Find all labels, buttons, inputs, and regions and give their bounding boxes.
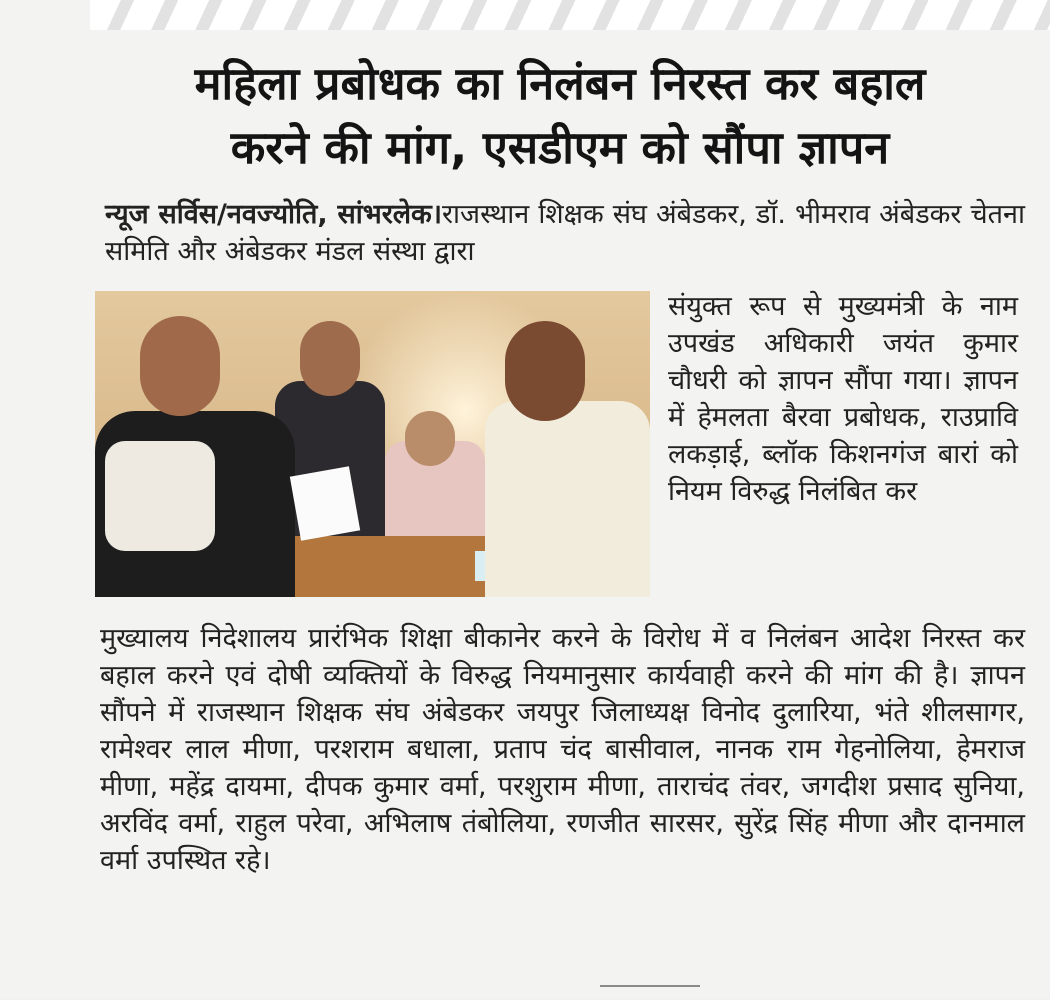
photo-person-1-arm: [105, 441, 215, 551]
intro-paragraph: [105, 196, 1025, 270]
headline-line-1: महिला प्रबोधक का निलंबन निरस्त कर बहाल: [194, 57, 926, 110]
photo-person-1-head: [140, 316, 220, 416]
photo-person-4: [485, 401, 650, 597]
photo-person-4-head: [505, 321, 585, 421]
news-photo: [95, 291, 650, 597]
side-column-text: संयुक्त रूप से मुख्यमंत्री के नाम उपखंड अधिकारी जयंत कुमार चौधरी को ज्ञापन सौंपा गया। ज्ञापन में हेमलता बैरवा प्रबोधक, राउप्रावि लकड़ाई, ब्लॉक किशनगंज बारां को नियम विरुद्ध निलंबित कर: [668, 291, 1018, 507]
photo-memorandum: [290, 466, 360, 540]
decorative-top-strip: [90, 0, 1050, 30]
photo-person-2-head: [300, 321, 360, 396]
photo-person-3-head: [405, 411, 455, 466]
intro-text: राजस्थान शिक्षक संघ अंबेडकर, डॉ. भीमराव अंबेडकर चेतना समिति और अंबेडकर मंडल संस्था द्वारा: [105, 199, 1025, 267]
dateline: न्यूज सर्विस/नवज्योति, सांभरलेक।: [105, 199, 443, 230]
bottom-paragraph: मुख्यालय निदेशालय प्रारंभिक शिक्षा बीकानेर करने के विरोध में व निलंबन आदेश निरस्त कर बहाल करने एवं दोषी व्यक्तियों के विरुद्ध नियमानुसार कार्यवाही करने की मांग की है। ज्ञापन सौंपने में राजस्थान शिक्षक संघ अंबेडकर जयपुर जिलाध्यक्ष विनोद दुलारिया, भंते शीलसागर, रामेश्वर लाल मीणा, परशराम बधाला, प्रताप चंद बासीवाल, नानक राम गेहनोलिया, हेमराज मीणा, महेंद्र दायमा, दीपक कुमार वर्मा, परशुराम मीणा, ताराचंद तंवर, जगदीश प्रसाद सुनिया, अरविंद वर्मा, राहुल परेवा, अभिलाष तंबोलिया, रणजीत सारसर, सुरेंद्र सिंह मीणा और दानमाल वर्मा उपस्थित रहे।: [100, 623, 1025, 876]
headline: [100, 52, 1020, 180]
headline-line-2: करने की मांग, एसडीएम को सौंपा ज्ञापन: [230, 121, 890, 174]
